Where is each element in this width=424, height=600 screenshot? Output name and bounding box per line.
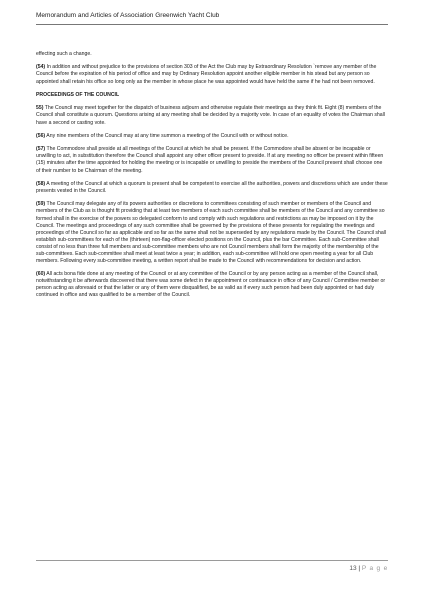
paragraph-number: 55) <box>36 105 44 112</box>
page-label: P a g e <box>361 565 388 572</box>
paragraph-number: (56) <box>36 132 46 139</box>
paragraph-59 <box>36 201 388 264</box>
page-number: 13 <box>349 565 357 572</box>
page-footer <box>349 565 388 573</box>
paragraph-number: (54) <box>36 64 46 71</box>
paragraph-text: In addition and without prejudice to the provisions of section 303 of the Act the Club may by Extraordinary Resolution `remove any member of the Council before the expiration of his period of office and may by Ordinary Resolution appoint another eligible member in his stead but any person so appointed shall retain his office so long only as the member in whose place he was appointed would have held the same if he had not been removed. <box>36 64 377 85</box>
section-heading: PROCEEDINGS OF THE COUNCIL <box>36 91 120 98</box>
paragraph-text: A meeting of the Council at which a quorum is present shall be competent to exercise all the authorities, powers and discretions which are under these presents vested in the Council. <box>36 180 388 194</box>
paragraph-57 <box>36 146 388 174</box>
paragraph-58 <box>36 181 388 195</box>
paragraph-text: All acts bona fide done at any meeting of the Council or at any committee of the Council or by any person acting as a member of the Council shall, notwithstanding it be afterwards discovered that there was some defect in the appointment or continuance in office of any Council / Committee member or person acting as aforesaid or that the latter or any of them were disqualified, be as valid as if every such person had been duly appointed or had duly continued in office and was qualified to be a member of the Council. <box>36 271 386 299</box>
document-body <box>36 51 388 306</box>
paragraph-number: (57) <box>36 146 46 153</box>
paragraph-text: The Council may meet together for the dispatch of business adjourn and otherwise regulate their meetings as they think fit. Eight (8) members of the Council shall constitute a quorum. Questions arising at any meeting shall be decided by a majority vote. In case of an equality of votes the Chairman shall have a second or casting vote. <box>36 105 385 126</box>
intro-paragraph: effecting such a change. <box>36 51 92 57</box>
footer-separator: | <box>358 565 361 572</box>
paragraph-60 <box>36 271 388 299</box>
header-rule <box>36 24 388 25</box>
paragraph-number: (60) <box>36 271 46 278</box>
paragraph-55 <box>36 105 388 126</box>
paragraph-text: Any nine members of the Council may at any time summon a meeting of the Council with or without notice. <box>45 132 289 139</box>
paragraph-text: The Council may delegate any of its powers authorities or discretions to committees consisting of such member or members of the Council and members of the Club as is thought fit providing that at least two members of each such committee shall be members of the Council and any committee so formed shall in the exercise of the powers so delegated conform to and comply with such regulations and restrictions as may be imposed on it by the Council. The meetings and proceedings of any such committee shall be governed by the provisions of these presents for regulating the meetings and proceedings of the Council so far as applicable and so far as the same shall not be superseded by any regulations made by the Council. The Council shall establish sub-committees for each of the (thirteen) non-flag-officer elected positions on the Council, plus the bar Committee. Each sub-Committee shall consist of no less than three full members and sub-committee members who are not Council members shall form the majority of the membership of the sub-committees. Each sub-committee shall meet at least twice a year; in addition, each sub-committee will hold one open meeting a year for all Club members. Following every sub-committee meeting, a written report shall be made to the Council with recommendations for decision and action. <box>36 201 386 264</box>
paragraph-text: The Commodore shall preside at all meetings of the Council at which he shall be present. If the Commodore shall be absent or be incapable or unwilling to act, in substitution therefore the Council shall appoint any other officer present to preside. If at any meeting no officer be present within fifteen (15) minutes after the time appointed for holding the meeting or is incapable or unwilling to preside the members of the Council present shall choose one of their number to be Chairman of the meeting. <box>36 146 384 174</box>
paragraph-number: (58) <box>36 180 46 187</box>
footer-rule <box>36 560 388 561</box>
paragraph-54 <box>36 64 388 85</box>
paragraph-number: (59) <box>36 201 46 208</box>
running-header: Memorandum and Articles of Association Greenwich Yacht Club <box>36 12 220 19</box>
paragraph-56 <box>36 133 388 140</box>
